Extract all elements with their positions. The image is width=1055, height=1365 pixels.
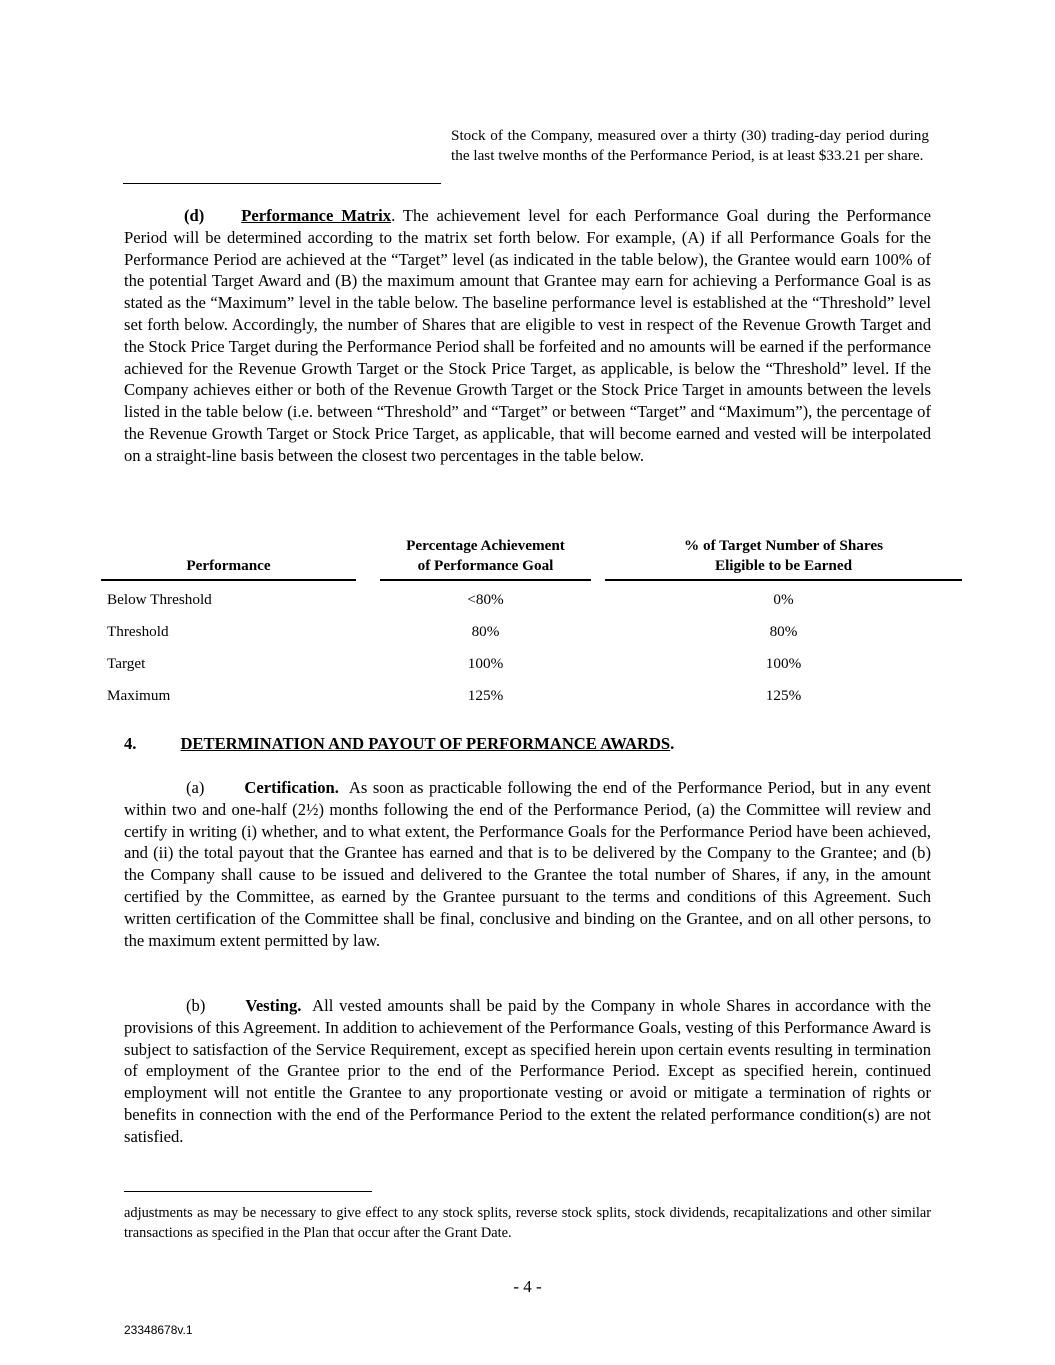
section-d-heading: Performance Matrix (241, 206, 392, 225)
row-achievement: 80% (471, 623, 500, 640)
header-rule-shares (605, 579, 962, 581)
row-achievement: 100% (467, 655, 504, 672)
page-number: - 4 - (513, 1277, 542, 1296)
row-achievement: <80% (467, 591, 504, 608)
footnote-rule (124, 1191, 372, 1192)
document-id: 23348678v.1 (124, 1323, 193, 1337)
row-shares: 100% (765, 655, 802, 672)
row-performance: Maximum (107, 687, 171, 704)
row-achievement: 125% (467, 687, 504, 704)
header-rule-achievement (380, 579, 591, 581)
header-achievement-line2: of Performance Goal (417, 557, 554, 574)
paragraph-a-heading: Certification. (244, 778, 339, 797)
paragraph-b-body: All vested amounts shall be paid by the Company in whole Shares in accordance with the provisions of this Agreement. In addition to achievement of the Performance Goals, vesting of this Performance Award is subject to satisfaction of the Service Requirement, except as specified herein upon certain events resulting in termination of employment of the Grantee prior to the end of the Performance Period. Except as specified herein, continued employment will not entitle the Grantee to any proportionate vesting or avoid or mitigate a termination of rights or benefits in connection with the end of the Performance Period to the extent the related performance condition(s) are not satisfied. (124, 996, 931, 1146)
header-performance: Performance (186, 557, 271, 574)
paragraph-b-heading: Vesting. (245, 996, 302, 1015)
section-4-heading (124, 733, 674, 755)
footnote-text: adjustments as may be necessary to give effect to any stock splits, reverse stock splits, stock dividends, recapitalizations and other similar transactions as specified in the Plan that occur after the Grant Date. (124, 1205, 931, 1241)
header-achievement (380, 536, 591, 576)
header-achievement-line1: Percentage Achievement (406, 537, 565, 554)
paragraph-b (124, 995, 931, 1148)
row-shares: 0% (773, 591, 794, 608)
row-shares: 125% (765, 687, 802, 704)
row-performance: Target (107, 655, 146, 672)
paragraph-a (124, 777, 931, 951)
top-continuation-text: Stock of the Company, measured over a thirty (30) trading-day period during the last twelve months of the Performance Period, is at least $33.21 per share. (451, 127, 929, 164)
header-shares (605, 536, 962, 576)
paragraph-b-label: (b) (186, 996, 206, 1015)
paragraph-a-label: (a) (186, 778, 205, 797)
header-rule-performance (101, 579, 356, 581)
top-cell-rule (123, 183, 441, 184)
header-shares-line2: Eligible to be Earned (714, 557, 853, 574)
row-performance: Threshold (107, 623, 169, 640)
section-d-label: (d) (184, 206, 205, 225)
section-4-period: . (670, 734, 675, 753)
row-performance: Below Threshold (107, 591, 212, 608)
section-4-number: 4. (124, 734, 137, 753)
section-d-body: . The achievement level for each Performance Goal during the Performance Period will be determined according to the matrix set forth below. For example, (A) if all Performance Goals for the Performance Period are achieved at the “Target” level (as indicated in the table below), the Grantee would earn 100% of the potential Target Award and (B) the maximum amount that Grantee may earn for achieving a Performance Goal is as stated as the “Maximum” level in the table below. The baseline performance level is established at the “Threshold” level set forth below. Accordingly, the number of Shares that are eligible to vest in respect of the Revenue Growth Target and the Stock Price Target during the Performance Period shall be forfeited and no amounts will be earned if the performance achieved for the Revenue Growth Target or the Stock Price Target, as applicable, is below the “Threshold” level. If the Company achieves either or both of the Revenue Growth Target or the Stock Price Target in amounts between the levels listed in the table below (i.e. between “Threshold” and “Target” or between “Target” and “Maximum”), the percentage of the Revenue Growth Target or Stock Price Target, as applicable, that will become earned and vested will be interpolated on a straight-line basis between the closest two percentages in the table below. (124, 206, 931, 465)
header-shares-line1: % of Target Number of Shares (684, 537, 883, 554)
section-4-title: DETERMINATION AND PAYOUT OF PERFORMANCE AWARDS (180, 734, 671, 753)
row-shares: 80% (769, 623, 798, 640)
section-d-paragraph (124, 205, 931, 467)
paragraph-a-body: As soon as practicable following the end of the Performance Period, but in any event within two and one-half (2½) months following the end of the Performance Period, (a) the Committee will review and certify in writing (i) whether, and to what extent, the Performance Goals for the Performance Period have been achieved, and (ii) the total payout that the Grantee has earned and that is to be delivered by the Company to the Grantee; and (b) the Company shall cause to be issued and delivered to the Grantee the total number of Shares, if any, in the amount certified by the Committee, as earned by the Grantee pursuant to the terms and conditions of this Agreement. Such written certification of the Committee shall be final, conclusive and binding on the Grantee, and on all other persons, to the maximum extent permitted by law. (124, 778, 931, 950)
